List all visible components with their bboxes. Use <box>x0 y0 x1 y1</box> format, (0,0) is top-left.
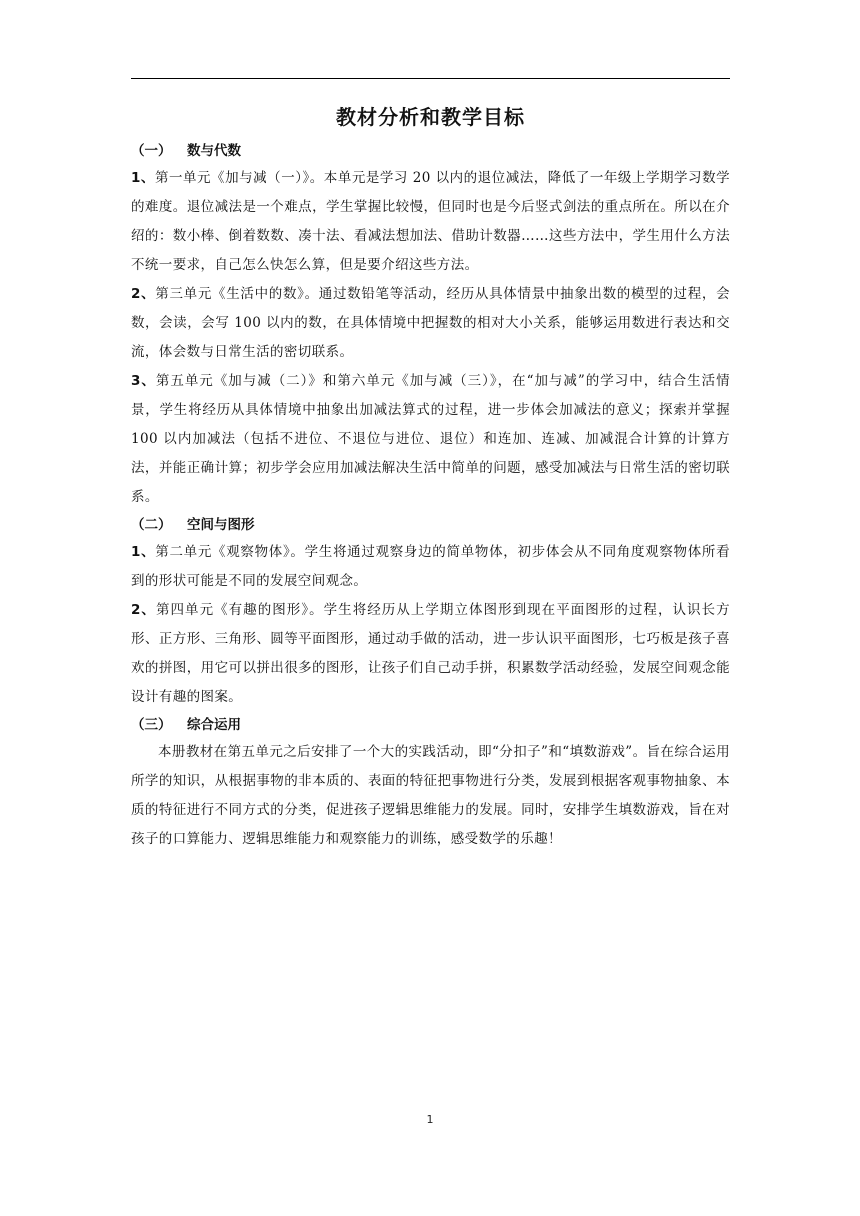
item-number: 2、 <box>131 602 156 618</box>
item-text: 第二单元《观察物体》。学生将通过观察身边的简单物体，初步体会从不同角度观察物体所看到的形状可能是不同的发展空间观念。 <box>131 544 730 589</box>
page-number: 1 <box>426 1113 434 1126</box>
paragraph-unit-5-6 <box>131 367 730 512</box>
item-text: 第五单元《加与减（二）》和第六单元《加与减（三）》，在“加与减”的学习中，结合生活情景，学生将经历从具体情境中抽象出加减法算式的过程，进一步体会加减法的意义；探索并掌握 100 以内加减法（包括不进位、不退位与进位、退位）和连加、连减、加减混合计算的计算方法，并能正确计算；初步学会应用加减法解决生活中简单的问题，感受加减法与日常生活的密切联系。 <box>131 373 730 505</box>
item-text: 第四单元《有趣的图形》。学生将经历从上学期立体图形到现在平面图形的过程，认识长方形、正方形、三角形、圆等平面图形，通过动手做的活动，进一步认识平面图形，七巧板是孩子喜欢的拼图，用它可以拼出很多的图形，让孩子们自己动手拼，积累数学活动经验，发展空间观念能设计有趣的图案。 <box>131 602 730 705</box>
paragraph-unit-4 <box>131 596 730 712</box>
item-text: 第一单元《加与减（一）》。本单元是学习 20 以内的退位减法，降低了一年级上学期学习数学的难度。退位减法是一个难点，学生掌握比较慢，但同时也是今后竖式剑法的重点所在。所以在介绍的：数小棒、倒着数数、凑十法、看减法想加法、借助计数器……这些方法中，学生用什么方法不统一要求，自己怎么快怎么算，但是要介绍这些方法。 <box>131 170 730 273</box>
item-number: 3、 <box>131 373 156 389</box>
section-number: （二） <box>131 517 172 533</box>
paragraph-unit-1 <box>131 164 730 280</box>
section-number: （三） <box>131 717 172 733</box>
document-body <box>131 92 730 854</box>
paragraph-unit-2 <box>131 538 730 596</box>
section-heading-number-algebra <box>131 138 730 164</box>
item-text: 第三单元《生活中的数》。通过数铅笔等活动，经历从具体情景中抽象出数的模型的过程，会数，会读，会写 100 以内的数，在具体情境中把握数的相对大小关系，能够运用数进行表达和交流，体会数与日常生活的密切联系。 <box>131 286 730 360</box>
header-rule <box>131 78 730 79</box>
section-heading-application <box>131 712 730 738</box>
item-number: 2、 <box>131 286 156 302</box>
item-number: 1、 <box>131 544 156 560</box>
paragraph-application: 本册教材在第五单元之后安排了一个大的实践活动，即“分扣子”和“填数游戏”。旨在综合运用所学的知识，从根据事物的非本质的、表面的特征把事物进行分类，发展到根据客观事物抽象、本质的特征进行不同方式的分类，促进孩子逻辑思维能力的发展。同时，安排学生填数游戏，旨在对孩子的口算能力、逻辑思维能力和观察能力的训练，感受数学的乐趣！ <box>131 744 730 847</box>
section-number: （一） <box>131 143 172 159</box>
section-heading-space-shape <box>131 512 730 538</box>
document-title: 教材分析和教学目标 <box>336 105 525 129</box>
section-title: 综合运用 <box>187 717 241 733</box>
paragraph-unit-3 <box>131 280 730 367</box>
section-title: 数与代数 <box>187 143 241 159</box>
section-title: 空间与图形 <box>187 517 255 533</box>
item-number: 1、 <box>131 170 155 186</box>
